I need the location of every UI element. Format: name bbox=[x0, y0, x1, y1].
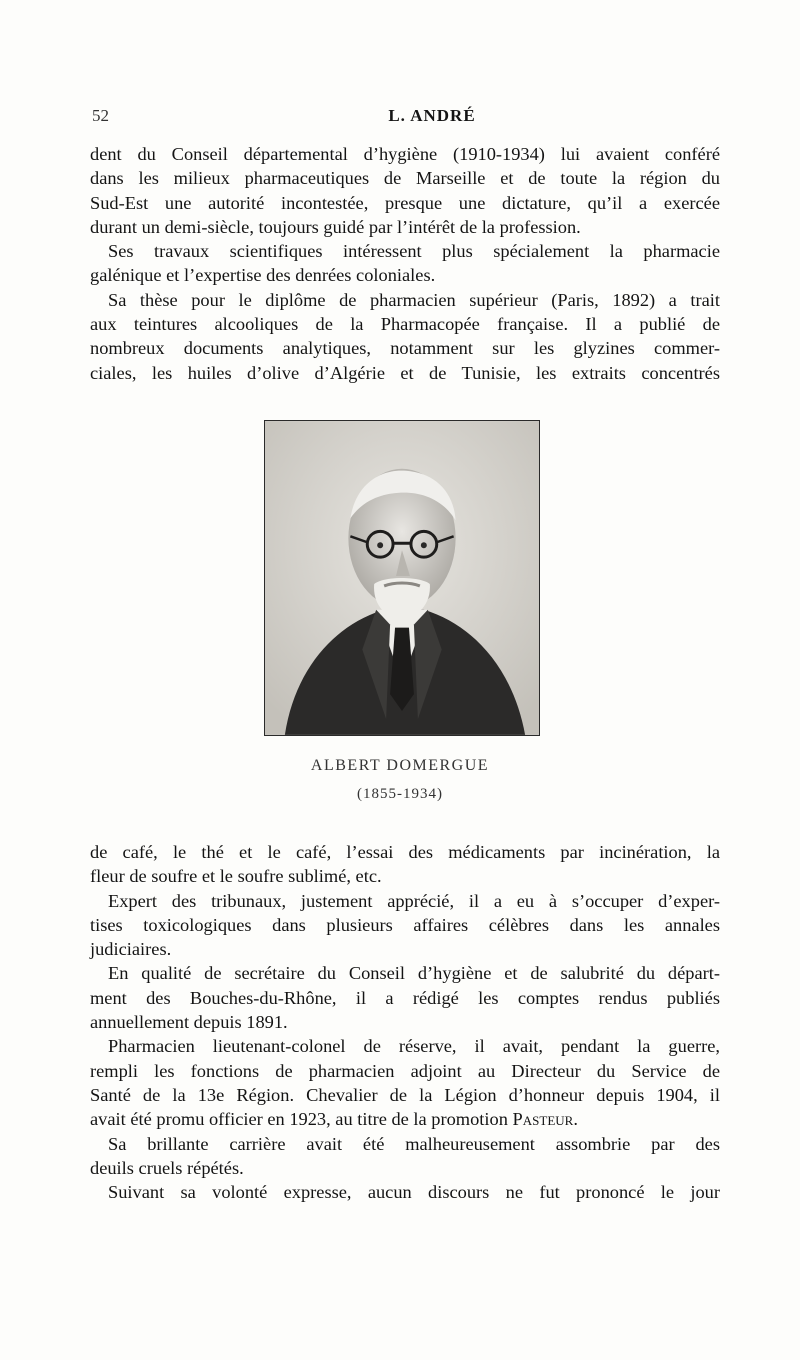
text-line: Sa brillante carrière avait été malheureusement assombrie par des bbox=[108, 1133, 720, 1154]
body-text-top bbox=[90, 142, 720, 385]
text-line bbox=[90, 1107, 720, 1131]
text-line: nombreux documents analytiques, notamment sur les glyzines commer- bbox=[90, 338, 720, 359]
text-line: Expert des tribunaux, justement apprécié, il a eu à s’occuper d’exper- bbox=[108, 890, 720, 911]
text-line: aux teintures alcooliques de la Pharmacopée française. Il a publié de bbox=[90, 314, 720, 335]
text-line: rempli les fonctions de pharmacien adjoint au Directeur du Service de bbox=[90, 1060, 720, 1081]
text-line: Sa thèse pour le diplôme de pharmacien supérieur (Paris, 1892) a trait bbox=[108, 289, 720, 310]
portrait-photo bbox=[264, 420, 540, 736]
text-line-main: avait été promu officier en 1923, au titre de la promotion bbox=[90, 1109, 508, 1130]
text-line: durant un demi-siècle, toujours guidé par l’intérêt de la profession. bbox=[90, 216, 581, 237]
text-line: fleur de soufre et le soufre sublimé, etc. bbox=[90, 866, 382, 887]
text-line: Santé de la 13e Région. Chevalier de la Légion d’honneur depuis 1904, il bbox=[90, 1084, 720, 1105]
page-header bbox=[92, 106, 712, 130]
text-line: Suivant sa volonté expresse, aucun discours ne fut prononcé le jour bbox=[108, 1182, 720, 1203]
text-line: Ses travaux scientifiques intéressent plus spécialement la pharmacie bbox=[108, 241, 720, 262]
portrait-caption-name: ALBERT DOMERGUE bbox=[310, 757, 490, 774]
text-line: En qualité de secrétaire du Conseil d’hygiène et de salubrité du départ- bbox=[108, 963, 720, 984]
text-line: galénique et l’expertise des denrées coloniales. bbox=[90, 265, 436, 286]
running-head: L. ANDRÉ bbox=[388, 106, 476, 125]
text-line: de café, le thé et le café, l’essai des médicaments par incinération, la bbox=[90, 842, 720, 862]
portrait-caption-dates: (1855-1934) bbox=[357, 786, 443, 802]
portrait-illustration bbox=[265, 421, 539, 735]
body-text-bottom bbox=[90, 840, 720, 1204]
text-line: annuellement depuis 1891. bbox=[90, 1012, 288, 1033]
text-line: Sud-Est une autorité incontestée, presque une dictature, qu’il a exercée bbox=[90, 192, 720, 213]
page-number: 52 bbox=[92, 106, 109, 125]
text-line: deuils cruels répétés. bbox=[90, 1157, 244, 1178]
text-line: tises toxicologiques dans plusieurs affaires célèbres dans les annales bbox=[90, 914, 720, 935]
text-line: judiciaires. bbox=[90, 939, 172, 960]
text-line: dent du Conseil départemental d’hygiène (1910-1934) lui avaient conféré bbox=[90, 144, 720, 164]
text-line-smallcaps: Pasteur. bbox=[512, 1109, 578, 1130]
text-line: ment des Bouches-du-Rhône, il a rédigé les comptes rendus publiés bbox=[90, 987, 720, 1008]
text-line: Pharmacien lieutenant-colonel de réserve, il avait, pendant la guerre, bbox=[108, 1036, 720, 1057]
text-line: ciales, les huiles d’olive d’Algérie et de Tunisie, les extraits concentrés bbox=[90, 362, 720, 383]
text-line: dans les milieux pharmaceutiques de Marseille et de toute la région du bbox=[90, 168, 720, 189]
